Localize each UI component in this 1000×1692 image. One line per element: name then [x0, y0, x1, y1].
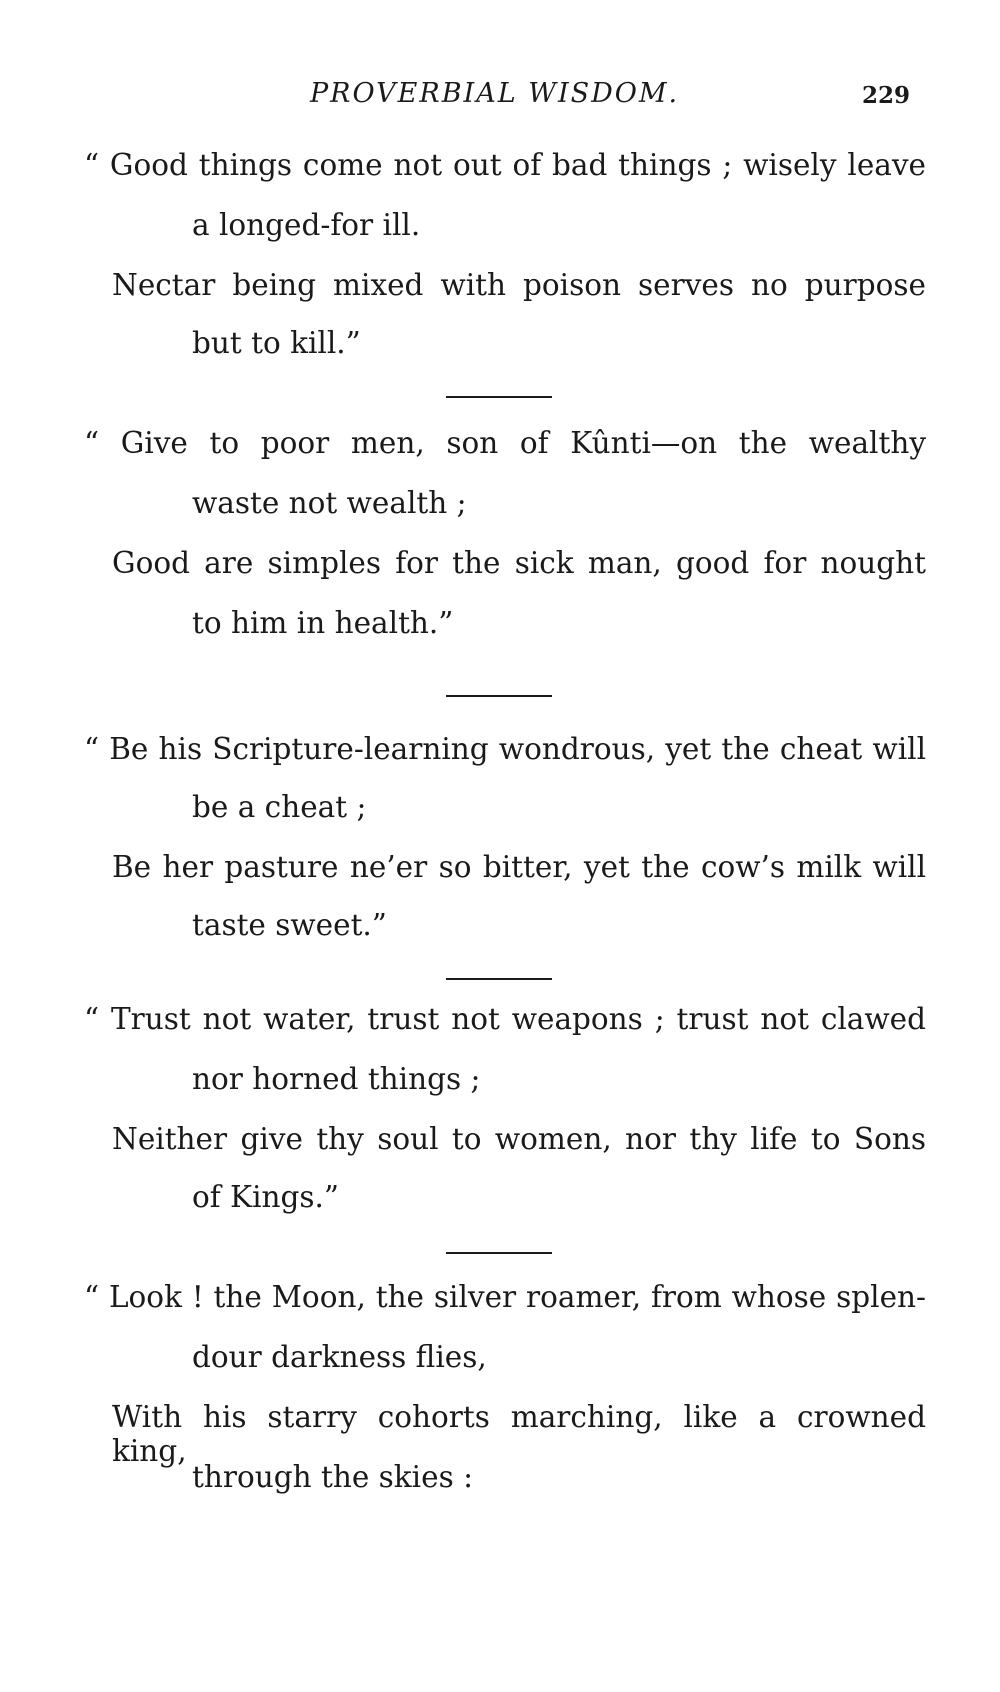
verse-line: dour darkness flies,	[192, 1340, 487, 1374]
verse-line: taste sweet.”	[192, 908, 387, 942]
section-divider	[446, 1252, 552, 1254]
verse-line: Neither give thy soul to women, nor thy life to Sons	[112, 1122, 926, 1156]
section-divider	[446, 396, 552, 398]
verse-line: to him in health.”	[192, 606, 454, 640]
verse-line: be a cheat ;	[192, 790, 367, 824]
verse-line: “ Be his Scripture-learning wondrous, yet the cheat will	[84, 732, 926, 766]
running-head	[0, 78, 1000, 118]
verse-line: but to kill.”	[192, 326, 361, 360]
verse-line: With his starry cohorts marching, like a crowned king,	[112, 1400, 926, 1468]
verse-line: Nectar being mixed with poison serves no purpose	[112, 268, 926, 302]
verse-line: of Kings.”	[192, 1180, 340, 1214]
page-number: 229	[862, 82, 911, 109]
verse-line: “ Trust not water, trust not weapons ; trust not clawed	[84, 1002, 926, 1036]
verse-line: “ Good things come not out of bad things ; wisely leave	[84, 148, 926, 182]
section-divider	[446, 695, 552, 697]
verse-line: waste not wealth ;	[192, 486, 467, 520]
verse-line: a longed-for ill.	[192, 208, 421, 242]
section-divider	[446, 978, 552, 980]
verse-line: “ Look ! the Moon, the silver roamer, from whose splen-	[84, 1280, 926, 1314]
verse-line: through the skies :	[192, 1460, 474, 1494]
running-title: PROVERBIAL WISDOM.	[310, 78, 680, 109]
verse-line: nor horned things ;	[192, 1062, 481, 1096]
verse-line: “ Give to poor men, son of Kûnti—on the wealthy	[84, 426, 926, 460]
verse-line: Good are simples for the sick man, good for nought	[112, 546, 926, 580]
verse-line: Be her pasture ne’er so bitter, yet the cow’s milk will	[112, 850, 926, 884]
